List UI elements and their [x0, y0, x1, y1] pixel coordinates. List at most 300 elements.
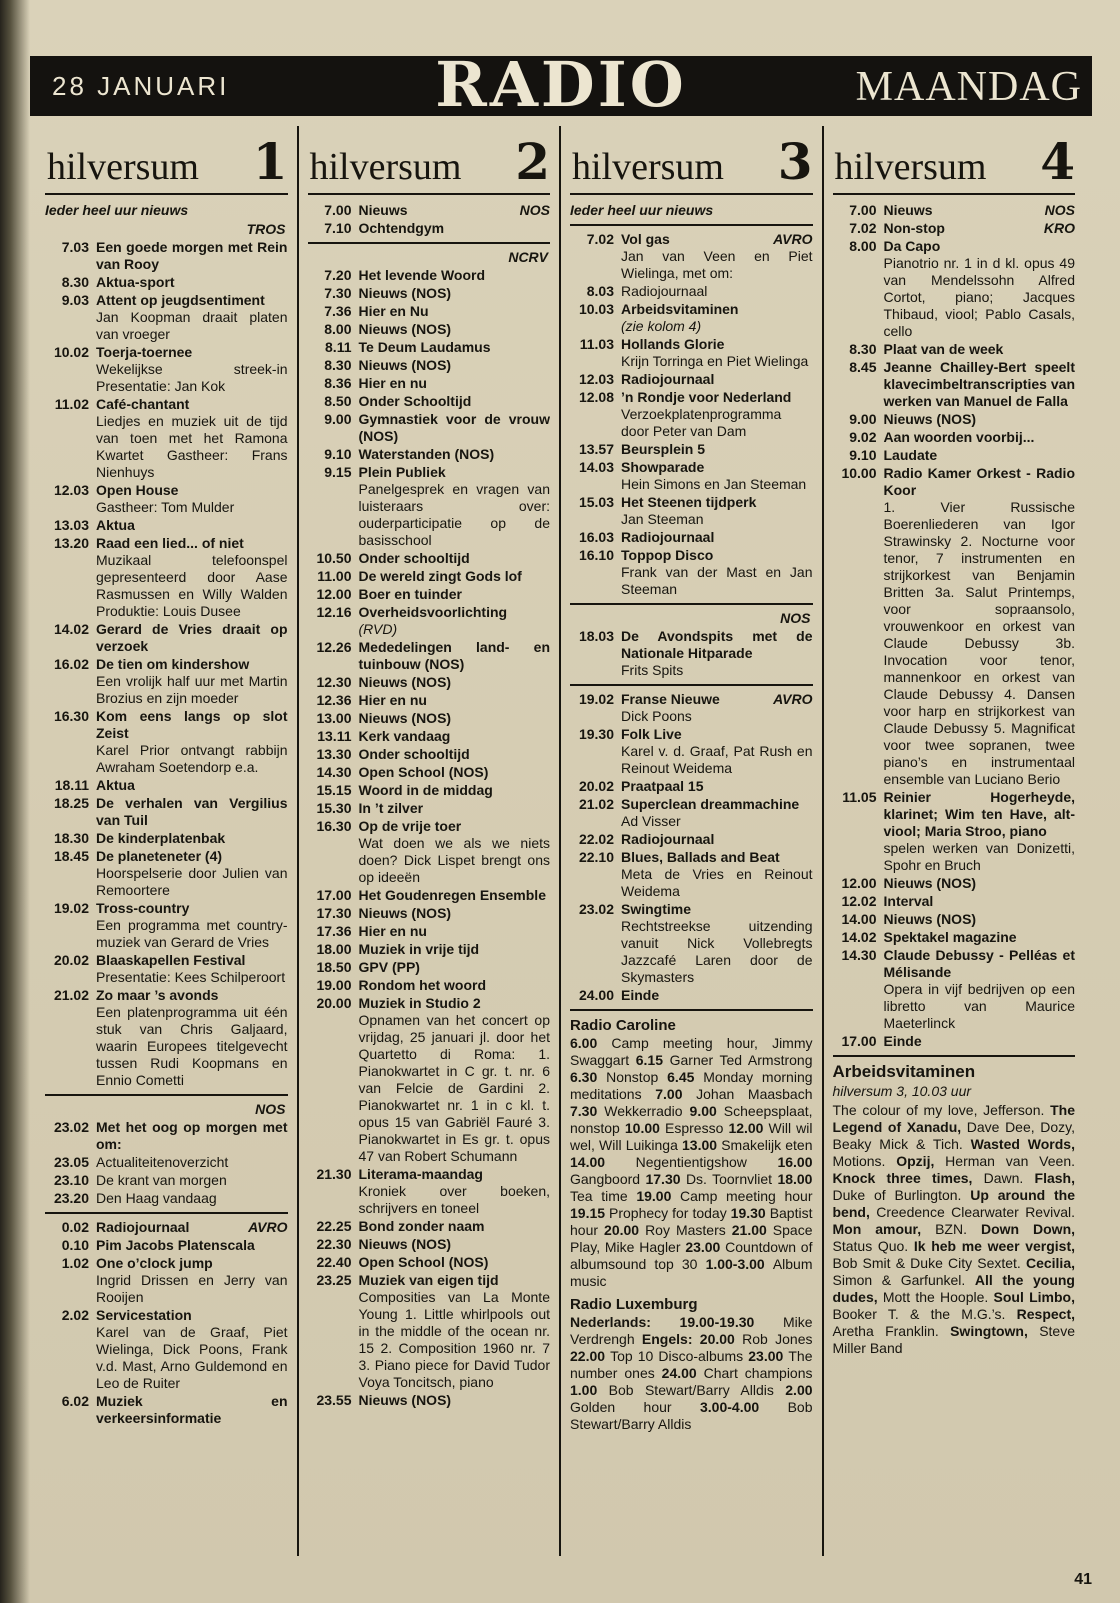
program-time: 8.00	[849, 238, 877, 254]
program-title: Bond zonder naam	[358, 1218, 485, 1234]
program-description: Opnamen van het concert op vrijdag, 25 januari jl. door het Quartetto di Roma: 1. Pianokwartet in C gr. t. nr. 6 van Felcie de Gardini 2. Pianokwartet nr. 1 in c kl. t. opus 15 van Gabriël Fauré 3. Pianokwartet in Es gr. t. opus 47 van Robert Schumann	[358, 1012, 550, 1164]
flow-bold-run: 19.15	[570, 1205, 610, 1221]
flow-text	[570, 1314, 813, 1433]
program-title: Onder Schooltijd	[358, 393, 472, 409]
program-title: De krant van morgen	[96, 1172, 227, 1188]
program-title: Op de vrije toer	[358, 818, 462, 834]
flow-bold-run: 24.00	[661, 1365, 704, 1381]
program-time: 14.30	[316, 764, 352, 780]
program-body	[884, 789, 1076, 874]
program-body	[621, 547, 813, 598]
program-title: Waterstanden (NOS)	[358, 446, 495, 462]
station-column-3	[561, 126, 822, 1556]
flow-bold-run: 3.00-4.00	[700, 1399, 788, 1415]
program-entry	[833, 893, 1076, 910]
program-entry	[308, 550, 551, 567]
program-entry	[570, 691, 813, 725]
program-entry	[308, 977, 551, 994]
program-title: Vol gas	[621, 231, 670, 247]
program-title-line	[96, 1307, 288, 1324]
program-entry	[308, 800, 551, 817]
program-entry	[308, 1218, 551, 1235]
flow-bold-run: All the young dudes,	[832, 1272, 1075, 1305]
program-body	[359, 375, 551, 392]
program-title-line	[96, 239, 288, 273]
program-body	[359, 411, 551, 445]
program-title-line	[96, 1255, 288, 1272]
program-description: Hoorspelserie door Julien van Remoortere	[96, 865, 288, 898]
radio-title: RADIO	[435, 48, 687, 121]
program-entry	[45, 1255, 288, 1306]
program-title: Te Deum Laudamus	[358, 339, 491, 355]
flow-run: Mike Verdrengh	[570, 1314, 813, 1347]
flow-bold-run: Nederlands: 19.00-19.30	[570, 1314, 783, 1330]
program-title: Aktua	[96, 777, 135, 793]
program-title: Nieuws (NOS)	[358, 674, 452, 690]
network-label: NOS	[255, 1101, 286, 1117]
program-title-line	[359, 1392, 551, 1409]
program-entry	[570, 336, 813, 370]
column-note: Ieder heel uur nieuws	[570, 202, 714, 218]
program-title-line	[96, 708, 288, 742]
program-time: 18.00	[316, 941, 352, 957]
program-entry	[570, 301, 813, 335]
column-header	[308, 126, 551, 195]
program-title: Nieuws (NOS)	[358, 1392, 452, 1408]
station-name: hilversum	[309, 146, 462, 188]
program-body	[621, 628, 813, 679]
program-time: 12.30	[316, 674, 352, 690]
program-entry	[45, 517, 288, 534]
program-time: 16.03	[578, 529, 614, 545]
program-title: Blues, Ballads and Beat	[621, 849, 780, 865]
flow-run: Garner Ted Armstrong	[669, 1052, 813, 1068]
program-title: Spektakel magazine	[883, 929, 1017, 945]
program-description: Een platenprogramma uit één stuk van Chris Galjaard, waarin Europees titelgevecht tussen Rudi Koopmans en Ennio Cometti	[96, 1004, 288, 1088]
program-time: 11.03	[579, 336, 614, 352]
program-time: 12.16	[316, 604, 352, 620]
program-entry	[833, 929, 1076, 946]
program-time: 19.00	[316, 977, 352, 993]
program-body	[359, 639, 551, 673]
program-title: Mededelingen land- en tuinbouw (NOS)	[358, 639, 550, 672]
program-time: 18.11	[54, 777, 89, 793]
program-title: Attent op jeugdsentiment	[96, 292, 265, 308]
program-title-line	[96, 1393, 288, 1427]
program-time: 7.20	[324, 267, 352, 283]
flow-run: Monday morning meditations	[570, 1069, 813, 1102]
program-entry	[308, 746, 551, 763]
program-body	[359, 303, 551, 320]
program-body	[621, 778, 813, 795]
program-entry	[570, 726, 813, 777]
program-body	[96, 795, 288, 829]
program-entry	[833, 447, 1076, 464]
program-body	[96, 900, 288, 951]
program-body	[621, 441, 813, 458]
program-body	[884, 947, 1076, 1032]
program-body	[96, 1190, 288, 1207]
flow-bold-run: 10.00	[624, 1120, 665, 1136]
program-title-line	[884, 947, 1076, 981]
program-time: 9.03	[61, 292, 89, 308]
program-body	[621, 831, 813, 848]
flow-bold-run: 23.00	[748, 1348, 789, 1364]
program-time: 7.36	[324, 303, 352, 319]
program-description: Jan van Veen en Piet Wielinga, met om:	[621, 248, 813, 281]
program-title-line	[884, 429, 1076, 446]
program-entry	[45, 1190, 288, 1207]
program-title: Rondom het woord	[358, 977, 487, 993]
program-entry	[45, 396, 288, 481]
program-entry	[45, 1219, 288, 1236]
flow-run: Herman van Veen.	[945, 1153, 1075, 1169]
program-entry	[570, 778, 813, 795]
flow-run: Countdown of albumsound top 30	[570, 1239, 813, 1272]
flow-run: Bob Stewart/Barry Alldis	[608, 1382, 786, 1398]
program-time: 21.02	[578, 796, 614, 812]
program-title-line	[621, 301, 813, 318]
day-label: MAANDAG	[855, 64, 1082, 110]
program-entry	[308, 446, 551, 463]
program-title: Open House	[96, 482, 179, 498]
program-time: 7.02	[586, 231, 614, 247]
program-body	[359, 887, 551, 904]
program-title: Pim Jacobs Platenscala	[96, 1237, 255, 1253]
flow-run: The colour of my love, Jefferson.	[832, 1102, 1051, 1118]
program-title-line	[359, 446, 551, 463]
program-title-line	[359, 764, 551, 781]
program-time: 9.10	[849, 447, 877, 463]
program-body	[96, 1307, 288, 1392]
program-body	[359, 550, 551, 567]
flow-bold-run: Mon amour,	[832, 1221, 936, 1237]
program-time: 22.10	[578, 849, 614, 865]
flow-run: Bob Smit & Duke City Sextet.	[832, 1255, 1026, 1271]
program-entry	[308, 674, 551, 691]
program-time: 8.03	[586, 283, 614, 299]
station-number: 2	[515, 132, 548, 191]
flow-run: Dawn.	[983, 1170, 1035, 1186]
program-title: Het levende Woord	[358, 267, 486, 283]
program-entry	[570, 547, 813, 598]
flow-text	[833, 1102, 1076, 1357]
program-time: 13.57	[578, 441, 614, 457]
network-tag: AVRO	[773, 691, 813, 707]
program-title: Muziek in Studio 2	[358, 995, 481, 1011]
program-body	[96, 1119, 288, 1153]
program-title-line	[359, 1218, 551, 1235]
flow-bold-run: 23.00	[685, 1239, 726, 1255]
program-time: 13.20	[53, 535, 89, 551]
program-entry	[308, 411, 551, 445]
flow-run: Booker T. & the M.G.’s.	[832, 1306, 1017, 1322]
page-edge-shadow	[0, 0, 30, 1603]
section-rule	[570, 224, 813, 226]
program-time: 15.03	[578, 494, 614, 510]
program-entry	[308, 267, 551, 284]
program-body	[359, 321, 551, 338]
program-title-line	[621, 778, 813, 795]
program-description: Opera in vijf bedrijven op een libretto van Maurice Maeterlinck	[883, 981, 1075, 1031]
program-entry	[833, 911, 1076, 928]
program-title: Toppop Disco	[621, 547, 714, 563]
program-time: 17.00	[841, 1033, 877, 1049]
program-body	[884, 238, 1076, 340]
program-body	[884, 359, 1076, 410]
program-body	[359, 446, 551, 463]
network-tag: NOS	[519, 202, 550, 218]
section-rule	[570, 684, 813, 686]
program-body	[884, 411, 1076, 428]
program-entry	[570, 831, 813, 848]
flow-run: BZN.	[935, 1221, 981, 1237]
flow-bold-run: Cecilia,	[1025, 1255, 1075, 1271]
program-body	[359, 1236, 551, 1253]
flow-run: Roy Masters	[645, 1222, 732, 1238]
program-entry	[45, 952, 288, 986]
program-title: Toerja-toernee	[96, 344, 193, 360]
program-entry	[45, 239, 288, 273]
program-body	[96, 656, 288, 707]
program-time: 16.02	[53, 656, 89, 672]
program-time: 12.00	[841, 875, 877, 891]
flow-run: The number ones	[570, 1348, 813, 1381]
program-title: De Avondspits met de Nationale Hitparade	[621, 628, 813, 661]
program-title-line	[96, 900, 288, 917]
program-title-line	[884, 411, 1076, 428]
program-time: 7.00	[324, 202, 352, 218]
program-time: 7.00	[849, 202, 877, 218]
program-entry	[45, 621, 288, 655]
program-title: Woord in de middag	[358, 782, 493, 798]
program-time: 15.15	[316, 782, 352, 798]
flow-bold-run: Wasted Words,	[970, 1136, 1075, 1152]
program-title: Kerk vandaag	[358, 728, 451, 744]
station-name: hilversum	[47, 146, 199, 188]
program-body	[96, 535, 288, 620]
program-body	[884, 893, 1076, 910]
flow-run: Dave Dee, Dozy, Beaky Mick & Tich.	[832, 1119, 1075, 1152]
program-title-line	[96, 396, 288, 413]
flow-bold-run: 17.30	[645, 1171, 686, 1187]
program-entry	[308, 782, 551, 799]
program-description: Presentatie: Kees Schilperoort	[96, 969, 286, 985]
program-title-line	[359, 220, 551, 237]
program-title: Kom eens langs op slot Zeist	[96, 708, 288, 741]
section-rule	[308, 242, 551, 244]
program-entry	[45, 1119, 288, 1153]
program-time: 14.02	[841, 929, 877, 945]
program-body	[359, 995, 551, 1165]
program-title: Hollands Glorie	[621, 336, 725, 352]
program-title: Claude Debussy - Pelléas et Mélisande	[883, 947, 1075, 980]
program-title-line	[359, 800, 551, 817]
program-entry	[308, 941, 551, 958]
program-time: 23.02	[53, 1119, 89, 1135]
flow-bold-run: 13.00	[682, 1137, 722, 1153]
program-title: Hier en nu	[358, 923, 427, 939]
program-body	[359, 393, 551, 410]
program-time: 12.36	[316, 692, 352, 708]
program-body	[96, 987, 288, 1089]
program-title-line	[96, 1237, 288, 1254]
flow-run: Bob Stewart/Barry Alldis	[570, 1399, 813, 1432]
flow-run: Baptist hour	[570, 1205, 813, 1238]
flow-bold-run: 19.00	[636, 1188, 681, 1204]
program-description: Karel van de Graaf, Piet Wielinga, Dick Poons, Frank v.d. Mast, Arno Guldemond en Leo de Ruiter	[96, 1324, 288, 1391]
program-entry	[570, 529, 813, 546]
program-entry	[308, 568, 551, 585]
program-title-line	[621, 371, 813, 388]
program-title: Showparade	[621, 459, 705, 475]
program-body	[96, 1393, 288, 1427]
program-time: 1.02	[61, 1255, 89, 1271]
program-body	[621, 231, 813, 282]
flow-run: Rob Jones	[742, 1331, 813, 1347]
program-time: 22.02	[578, 831, 614, 847]
program-title: Blaaskapellen Festival	[96, 952, 246, 968]
program-body	[359, 604, 551, 638]
program-title: Radiojournaal	[621, 283, 708, 299]
flow-bold-run: 16.00	[777, 1154, 813, 1170]
flow-run: Espresso	[665, 1120, 729, 1136]
flow-bold-run: Knock three times,	[832, 1170, 984, 1186]
program-time: 12.00	[316, 586, 352, 602]
flow-run: Johan Maasbach	[696, 1086, 813, 1102]
program-title: Aktua-sport	[96, 274, 175, 290]
network-label: NCRV	[508, 249, 548, 265]
flow-run: Mott the Hoople.	[882, 1289, 994, 1305]
program-title-line	[359, 887, 551, 904]
program-entry	[308, 887, 551, 904]
station-column-2	[299, 126, 560, 1556]
program-description: Ingrid Drissen en Jerry van Rooijen	[96, 1272, 288, 1305]
program-body	[359, 339, 551, 356]
program-entry	[833, 1033, 1076, 1050]
flow-bold-run: The Legend of Xanadu,	[832, 1102, 1075, 1135]
program-title-line	[96, 274, 288, 291]
program-time: 8.45	[849, 359, 877, 375]
program-time: 2.02	[61, 1307, 89, 1323]
program-time: 24.00	[578, 987, 614, 1003]
program-body	[621, 987, 813, 1004]
flow-bold-run: 20.00	[604, 1222, 646, 1238]
program-entry	[308, 464, 551, 549]
program-title: Raad een lied... of niet	[96, 535, 244, 551]
program-entry	[45, 1307, 288, 1392]
flow-run: Space Play, Mike Hagler	[570, 1222, 813, 1255]
program-description: Pianotrio nr. 1 in d kl. opus 49 van Mendelssohn Alfred Cortot, piano; Jacques Thibaud, viool; Pablo Casals, cello	[883, 255, 1075, 339]
program-entry	[833, 341, 1076, 358]
program-body	[359, 764, 551, 781]
program-title: One o’clock jump	[96, 1255, 213, 1271]
program-body	[359, 1166, 551, 1217]
program-time: 8.30	[324, 357, 352, 373]
program-entry	[308, 604, 551, 638]
program-time: 16.10	[578, 547, 614, 563]
program-title-line	[621, 796, 813, 813]
section-heading: Radio Caroline	[570, 1017, 676, 1034]
program-title-line	[884, 238, 1076, 255]
flow-run: Camp meeting hour	[680, 1188, 813, 1204]
program-entry	[308, 1392, 551, 1409]
program-body	[359, 1218, 551, 1235]
program-title-line	[359, 550, 551, 567]
program-time: 12.08	[578, 389, 614, 405]
program-entry	[570, 796, 813, 830]
program-time: 9.15	[324, 464, 352, 480]
program-body	[96, 1237, 288, 1254]
program-time: 10.00	[841, 465, 877, 481]
program-body	[96, 1219, 288, 1236]
program-title-line	[359, 923, 551, 940]
program-title: De wereld zingt Gods lof	[358, 568, 522, 584]
program-title: Beursplein 5	[621, 441, 706, 457]
flow-bold-run: 1.00-3.00	[705, 1256, 773, 1272]
program-title: Nieuws	[883, 202, 933, 218]
program-title: Aan woorden voorbij...	[883, 429, 1035, 445]
program-time: 8.11	[325, 339, 352, 355]
program-title-line	[96, 1172, 288, 1189]
program-entry	[45, 535, 288, 620]
network-tag: NOS	[1044, 202, 1075, 218]
program-title-line	[621, 849, 813, 866]
program-title-line	[359, 267, 551, 284]
network-label: NOS	[780, 610, 811, 626]
program-entry	[308, 375, 551, 392]
program-description: Kroniek over boeken, schrijvers en toneel	[358, 1183, 550, 1216]
program-title-line	[359, 604, 551, 621]
flow-run: Gangboord	[570, 1171, 646, 1187]
program-title-line	[884, 341, 1076, 358]
program-description: Jan Steeman	[621, 511, 704, 527]
program-body	[621, 283, 813, 300]
program-time: 7.03	[61, 239, 89, 255]
program-time: 23.10	[53, 1172, 89, 1188]
flow-bold-run: 6.00	[570, 1035, 612, 1051]
program-body	[359, 1272, 551, 1391]
program-body	[359, 710, 551, 727]
station-number: 4	[1040, 132, 1073, 191]
program-title-line	[884, 220, 1076, 237]
program-body	[621, 301, 813, 335]
program-entry	[833, 238, 1076, 340]
program-time: 9.02	[849, 429, 877, 445]
flow-run: Will wil wel, Will Luikinga	[570, 1120, 813, 1153]
program-title-line	[96, 1154, 288, 1171]
program-entry	[570, 459, 813, 493]
program-entry	[308, 959, 551, 976]
program-title: Radiojournaal	[96, 1219, 190, 1235]
program-title: Hier en Nu	[358, 303, 429, 319]
station-number: 3	[777, 132, 811, 191]
program-title-line	[359, 674, 551, 691]
program-body	[96, 848, 288, 899]
program-title-line	[359, 746, 551, 763]
program-title-line	[359, 321, 551, 338]
station-column-1	[36, 126, 297, 1556]
program-title-line	[359, 728, 551, 745]
flow-bold-run: 18.00	[777, 1171, 813, 1187]
program-entry	[833, 789, 1076, 874]
program-title-line	[621, 336, 813, 353]
program-title: Nieuws (NOS)	[358, 321, 452, 337]
program-body	[621, 691, 813, 725]
program-title: Boer en tuinder	[358, 586, 462, 602]
program-title: Laudate	[883, 447, 938, 463]
program-title-line	[884, 911, 1076, 928]
